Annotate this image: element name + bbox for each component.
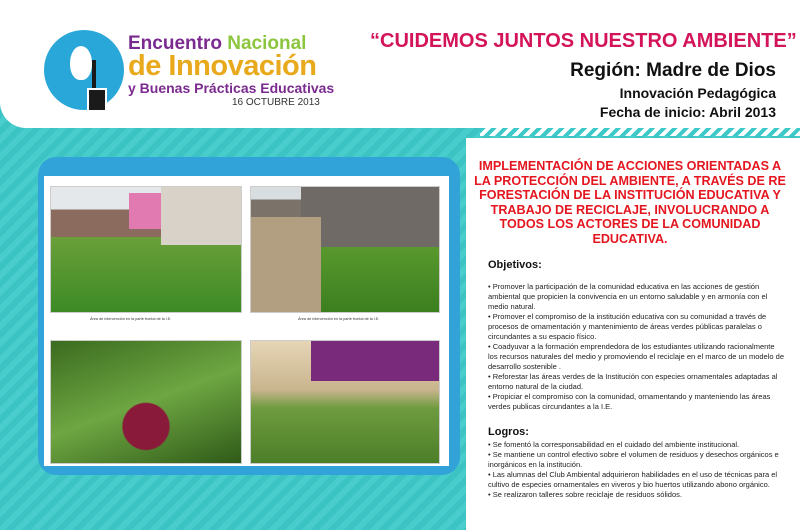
header-stripe	[480, 128, 800, 136]
achievement-item: • Se realizaron talleres sobre reciclaje de residuos sólidos.	[488, 490, 682, 499]
achievements-heading: Logros:	[488, 426, 529, 438]
logo-date: 16 OCTUBRE 2013	[232, 97, 320, 108]
photo-wall-path	[250, 186, 440, 313]
achievement-item: • Las alumnas del Club Ambiental adquirieron habilidades en el uso de técnicas para el cultivo de especies ornamentales en viveros y bio huertos utilizando abono orgánico.	[488, 470, 778, 489]
logo-word-encuentro: Encuentro	[128, 33, 228, 54]
photo-dirt-path	[251, 217, 321, 312]
lightbulb-icon	[70, 46, 92, 80]
objective-item: • Reforestar las áreas verdes de la Institución con especies ornamentales adaptadas al entorno natural de la ciudad.	[488, 372, 778, 391]
photo-garden-front	[50, 186, 242, 313]
logo-line-3: y Buenas Prácticas Educativas	[128, 80, 335, 96]
objective-item: • Promover el compromiso de la institución educativa con su comunidad a través de procesos de ornamentación y mantenimiento de áreas verdes públicas paralelas o circundantes a su espacio físico.	[488, 312, 767, 341]
slogan: “CUIDEMOS JUNTOS NUESTRO AMBIENTE”	[370, 30, 797, 52]
photo-caption-2: Área de intervención en la parte frontal de la I.E.	[298, 317, 380, 321]
lightbulb-base-icon	[87, 88, 107, 112]
objective-item: • Promover la participación de la comunidad educativa en las acciones de gestión ambiental que propicien la convivencia en un entorno saludable y en armonía con el medio natural.	[488, 282, 768, 311]
achievement-item: • Se mantiene un control efectivo sobre el volumen de residuos y desechos orgánicos e inorgánicos en la institución.	[488, 450, 779, 469]
achievement-item: • Se fomentó la corresponsabilidad en el cuidado del ambiente institucional.	[488, 440, 740, 449]
photo-school-building	[311, 341, 439, 381]
category-label: Innovación Pedagógica	[619, 85, 776, 101]
pen-nib-icon	[92, 60, 96, 90]
start-date-label: Fecha de inicio: Abril 2013	[599, 104, 776, 120]
objectives-heading: Objetivos:	[488, 259, 542, 271]
region-label: Región: Madre de Dios	[570, 60, 776, 81]
logo-word-nacional: Nacional	[227, 33, 307, 54]
photo-caption-1: Área de intervención en la parte frontal de la I.E.	[90, 317, 172, 321]
photo-ornamental-plants	[50, 340, 242, 464]
achievements-list	[488, 440, 786, 500]
objectives-list	[488, 282, 786, 412]
photo-pink-wall	[129, 193, 161, 229]
photo-students-gardening	[250, 340, 440, 464]
project-title: IMPLEMENTACIÓN DE ACCIONES ORIENTADAS A LA PROTECCIÓN DEL AMBIENTE, A TRAVÉS DE RE FORESTACIÓN DE LA INSTITUCIÓN EDUCATIVA Y TRABAJO DE RECICLAJE, INVOLUCRANDO A TODOS LOS ACTORES DE LA COMUNIDAD EDUCATIVA.	[474, 159, 786, 246]
objective-item: • Coadyuvar a la formación emprendedora de los estudiantes utilizando racionalmente los recursos naturales del medio y promoviendo el reciclaje en el marco de un modelo de desarrollo sostenible .	[488, 342, 784, 371]
photo-building	[161, 187, 241, 245]
photo-brick-wall	[301, 187, 439, 247]
logo-line-2: de Innovación	[128, 50, 317, 82]
objective-item: • Propiciar el compromiso con la comunidad, ornamentando y manteniendo las áreas verdes publicas circundantes a la I.E.	[488, 392, 771, 411]
